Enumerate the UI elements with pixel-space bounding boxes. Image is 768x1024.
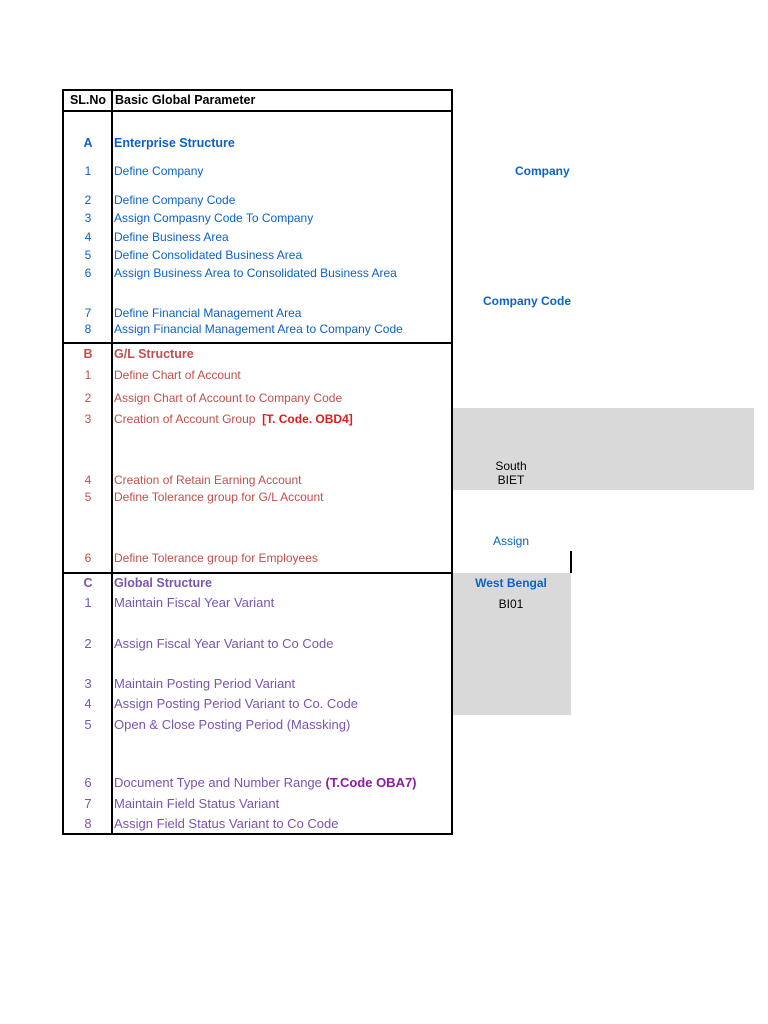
b-item-5-text: Define Tolerance group for G/L Account [114,490,324,504]
c-item-4-text: Assign Posting Period Variant to Co. Code [114,696,359,711]
b-item-3-tcode: [T. Code. OBD4] [262,412,353,426]
table-top-border [62,89,453,91]
b-item-4-num: 4 [84,473,92,487]
side-label-assign: Assign [492,534,530,548]
section-a-bottom-border [62,342,453,344]
a-item-6-num: 6 [84,266,92,280]
b-item-5-num: 5 [84,490,92,504]
section-b-letter: B [83,347,93,361]
a-item-3-num: 3 [84,211,92,225]
section-c-title: Global Structure [114,576,212,590]
c-item-2-num: 2 [84,636,92,651]
c-item-3-text: Maintain Posting Period Variant [114,676,296,691]
side-label-company-code: Company Code [483,294,572,308]
header-basic-global-parameter: Basic Global Parameter [115,93,256,107]
section-c-letter: C [83,576,93,590]
b-item-1-text: Define Chart of Account [114,368,241,382]
c-item-7-text: Maintain Field Status Variant [114,796,280,811]
c-item-8-text: Assign Field Status Variant to Co Code [114,816,339,831]
b-item-2-text: Assign Chart of Account to Company Code [114,391,343,405]
table-bottom-border [62,833,453,835]
table-right-border [451,89,453,835]
b-item-6-num: 6 [84,551,92,565]
grey-cell-westbengal-block [452,573,571,715]
a-item-6-text: Assign Business Area to Consolidated Business Area [114,266,397,280]
side-label-company: Company [515,164,570,178]
section-a-letter: A [83,136,93,150]
c-item-7-num: 7 [84,796,92,811]
a-item-8-text: Assign Financial Management Area to Company Code [114,322,403,336]
c-item-3-num: 3 [84,676,92,691]
side-label-bi01: BI01 [498,597,524,611]
a-item-4-text: Define Business Area [114,230,229,244]
a-item-1-text: Define Company [114,164,204,178]
section-a-title: Enterprise Structure [114,136,235,150]
header-bottom-border [62,110,453,112]
a-item-2-num: 2 [84,193,92,207]
section-b-bottom-border [62,572,453,574]
cell-cursor-line [570,551,572,573]
side-label-west-bengal: West Bengal [475,576,547,590]
c-item-6-row [114,776,417,790]
header-slno: SL.No [69,93,107,107]
c-item-6-num: 6 [84,775,92,790]
b-item-3-row [114,412,353,426]
b-item-3-text: Creation of Account Group [114,412,256,426]
a-item-7-num: 7 [84,306,92,320]
a-item-8-num: 8 [84,322,92,336]
c-item-6-tcode: (T.Code OBA7) [325,775,417,790]
section-b-title: G/L Structure [114,347,194,361]
c-item-5-text: Open & Close Posting Period (Massking) [114,717,351,732]
a-item-5-num: 5 [84,248,92,262]
b-item-2-num: 2 [84,391,92,405]
c-item-4-num: 4 [84,696,92,711]
b-item-4-text: Creation of Retain Earning Account [114,473,302,487]
a-item-2-text: Define Company Code [114,193,236,207]
c-item-8-num: 8 [84,816,92,831]
c-item-6-text: Document Type and Number Range [114,775,322,790]
a-item-5-text: Define Consolidated Business Area [114,248,303,262]
side-label-biet: BIET [497,473,525,487]
c-item-5-num: 5 [84,717,92,732]
c-item-2-text: Assign Fiscal Year Variant to Co Code [114,636,334,651]
a-item-4-num: 4 [84,230,92,244]
a-item-1-num: 1 [84,164,92,178]
b-item-3-num: 3 [84,412,92,426]
side-label-south: South [495,459,527,473]
b-item-1-num: 1 [84,368,92,382]
b-item-6-text: Define Tolerance group for Employees [114,551,318,565]
a-item-7-text: Define Financial Management Area [114,306,302,320]
a-item-3-text: Assign Compasny Code To Company [114,211,314,225]
c-item-1-num: 1 [84,595,92,610]
c-item-1-text: Maintain Fiscal Year Variant [114,595,275,610]
